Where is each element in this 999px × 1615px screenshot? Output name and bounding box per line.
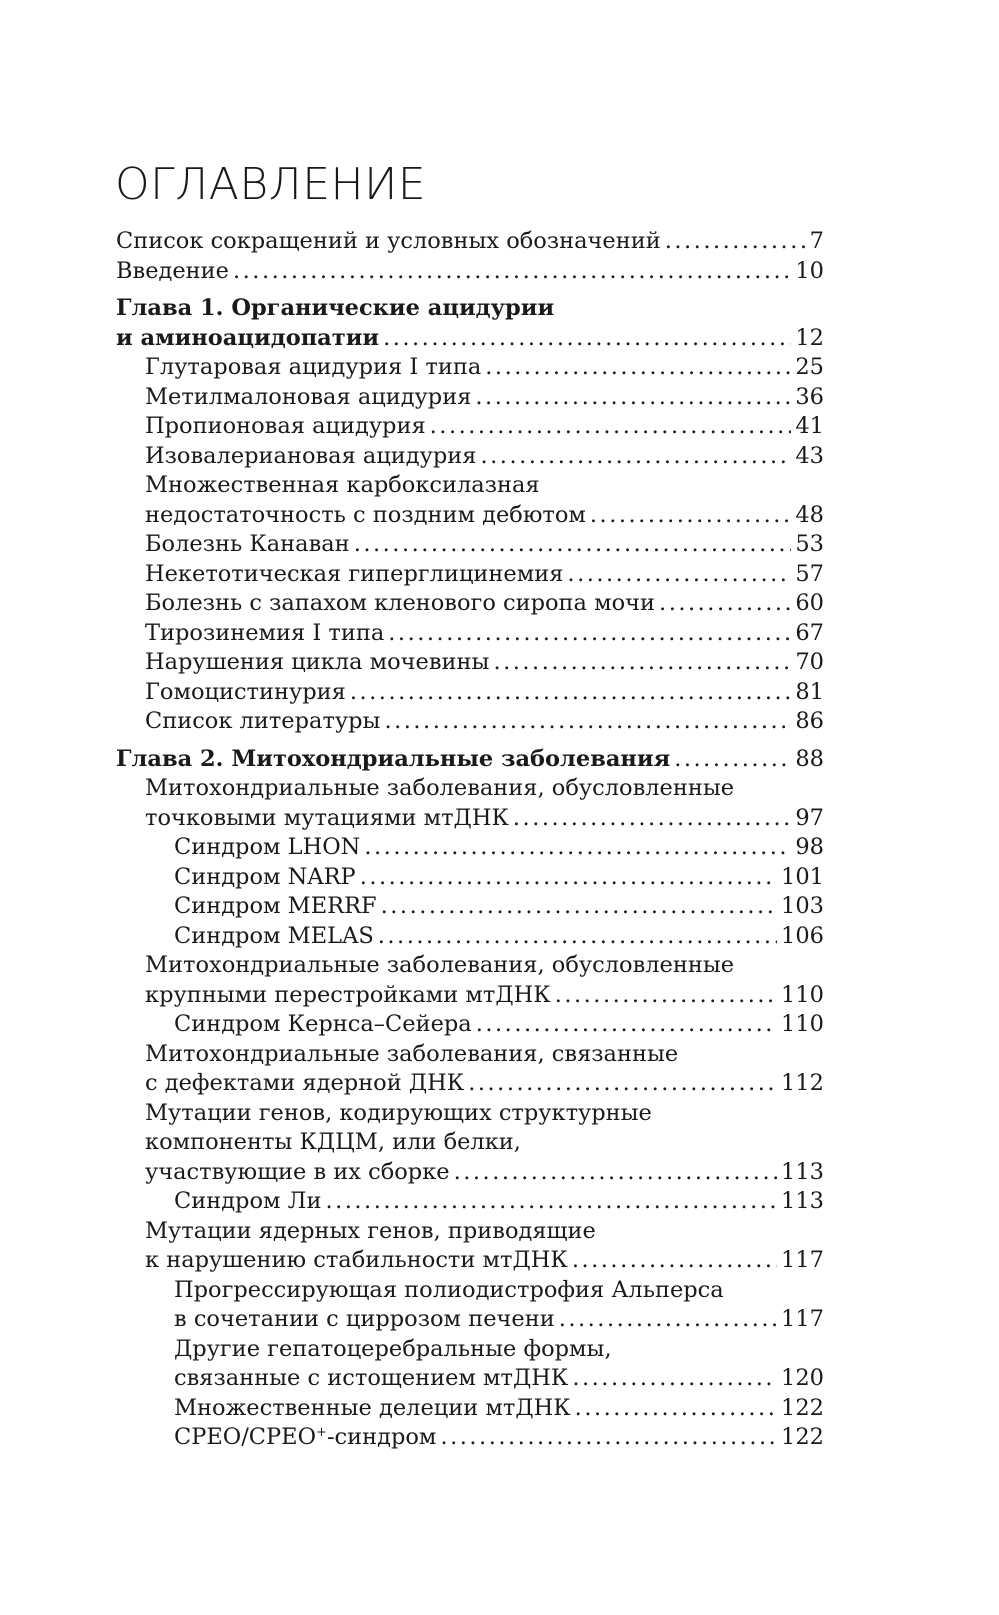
toc-entry-row [145,353,824,383]
toc-entry-title-text: Синдром Ли [174,1188,322,1214]
toc-entry-methylmalonic[interactable] [116,383,824,413]
dot-leader [383,324,791,354]
toc-entry-title [145,560,563,590]
toc-entry-line: Прогрессирующая полиодистрофия Альперса [174,1276,724,1303]
toc-entry-merrf[interactable] [116,892,824,922]
toc-entry-title [174,1010,472,1040]
superscript: + [316,1425,327,1440]
page-number: 43 [795,442,824,469]
toc-entry-row [174,1010,824,1040]
toc-entry-title-text: Синдром MERRF [174,893,377,919]
dot-leader [480,442,791,472]
page-number: 113 [781,1158,824,1185]
toc-entry-title-text: Множественные делеции мтДНК [174,1394,571,1421]
page-number: 86 [795,708,824,734]
toc-entry-title-text: участвующие в их сборке [145,1158,450,1185]
toc-entry-title [174,1305,555,1335]
dot-leader [485,353,791,383]
toc-entry-canavan[interactable] [116,530,824,560]
dot-leader [454,1158,777,1188]
toc-entry-title [145,530,350,560]
toc-entry-title [145,383,471,413]
dot-leader [384,707,791,737]
toc-entry-title-text: Нарушения цикла мочевины [145,649,490,675]
dot-leader [364,833,791,863]
page-number: 70 [795,649,824,675]
toc-entry-row [145,442,824,472]
page-number: 110 [781,981,824,1008]
toc-entry-title-text: и аминоацидопатии [116,324,380,351]
toc-entry-homocystinuria[interactable] [116,678,824,708]
page-number: 10 [795,257,824,284]
toc-entry-propionic[interactable] [116,412,824,442]
dot-leader [475,383,791,413]
page-number: 117 [781,1247,824,1273]
toc-entry-nuclear-dna[interactable] [116,1040,824,1099]
toc-entry-title-text: Изовалериановая ацидурия [145,442,477,469]
toc-entry-row [145,383,824,413]
toc-entry-row [145,619,824,649]
toc-entry-line: Мутации ядерных генов, приводящие [145,1217,596,1244]
toc-entry-row [174,892,824,922]
toc-entry-title-text: точковыми мутациями мтДНК [145,804,509,831]
dot-leader [350,678,792,708]
toc-entry-large-rearr[interactable] [116,951,824,1010]
toc-entry-hepatocerebral[interactable] [116,1335,824,1394]
toc-entry-title-text: Гомоцистинурия [145,678,346,705]
toc-entry-row [174,1305,824,1335]
toc-entry-title-text: Синдром MELAS [174,922,374,949]
page-number: 106 [781,922,824,949]
page-number: 97 [795,804,824,831]
toc-entry-title-text: к нарушению стабильности мтДНК [145,1247,568,1273]
toc-entry-title [145,1158,450,1188]
dot-leader [325,1187,777,1217]
toc-entry-title [116,324,379,354]
toc-entry-row [174,863,824,893]
toc-entry-title [116,745,670,775]
toc-entry-row [174,922,824,952]
toc-entry-title [174,1423,436,1453]
toc-entry-melas[interactable] [116,922,824,952]
toc-entry-ch1[interactable] [116,294,824,353]
toc-entry-row [145,560,824,590]
toc-entry-title [145,648,489,678]
dot-leader [590,501,791,531]
toc-entry-title-text: Метилмалоновая ацидурия [145,383,472,410]
dot-leader [493,648,791,678]
toc-entry-title-text: Введение [116,257,229,284]
toc-entry-kearns[interactable] [116,1010,824,1040]
toc-entry-line: компоненты КДЦМ, или белки, [145,1129,521,1155]
toc-entry-title [145,442,476,472]
toc-entry-row [116,257,824,287]
page-number: 117 [781,1306,824,1332]
toc-entry-title-suffix: -синдром [326,1424,437,1450]
toc-entry-alpers[interactable] [116,1276,824,1335]
toc-entry-title [174,833,360,863]
toc-entry-abbrev[interactable] [116,227,824,257]
page-number: 113 [781,1188,824,1214]
toc-entry-title-text: Тирозинемия I типа [145,619,385,646]
toc-entry-lhon[interactable] [116,833,824,863]
toc-entry-structural[interactable] [116,1099,824,1188]
toc-entry-glutaric[interactable] [116,353,824,383]
toc-entry-title-text: Список литературы [145,708,381,734]
page-number: 25 [795,354,824,380]
page-number: 88 [795,745,824,772]
toc-entry-intro[interactable] [116,257,824,287]
toc-entry-title [145,1069,464,1099]
toc-entry-row [116,324,824,354]
page-number: 53 [795,531,824,557]
toc-entry-refs1[interactable] [116,707,824,737]
toc-entry-line: Митохондриальные заболевания, обусловленные [145,952,735,978]
page-number: 98 [795,834,824,860]
toc-entry-urea-cycle[interactable] [116,648,824,678]
page-number: 48 [795,501,824,528]
toc-entry-row [145,589,824,619]
toc-entry-title [145,804,509,834]
toc-entry-row [174,1423,824,1453]
toc-entry-isovaleric[interactable] [116,442,824,472]
toc-entry-carboxylase[interactable] [116,471,824,530]
toc-entry-title [116,257,229,287]
dot-leader [659,589,791,619]
toc-entry-row [145,501,824,531]
toc-entry-title-text: в сочетании с циррозом печени [174,1306,555,1332]
toc-entry-title [116,227,661,257]
toc-entry-title-text: с дефектами ядерной ДНК [145,1070,465,1096]
toc-entry-title [174,922,374,952]
dot-leader [360,863,777,893]
dot-leader [575,1394,777,1424]
toc-entry-row [145,412,824,442]
toc-entry-msud[interactable] [116,589,824,619]
toc-entry-row [145,707,824,737]
table-of-contents [116,227,824,1453]
page-number: 67 [795,619,824,646]
toc-entry-row [145,981,824,1011]
toc-entry-title-text: Синдром NARP [174,863,356,890]
page-number: 122 [781,1394,824,1421]
toc-entry-row [174,1187,824,1217]
page-number: 110 [781,1011,824,1037]
toc-entry-row [145,530,824,560]
dot-leader [513,804,791,834]
toc-entry-title [145,1246,568,1276]
toc-entry-point-mut[interactable] [116,774,824,833]
toc-entry-title-text: Глутаровая ацидурия I типа [145,354,482,380]
page-number: 12 [795,324,824,351]
toc-entry-title [145,619,384,649]
toc-entry-line: Глава 1. Органические ацидурии [116,295,555,321]
dot-leader [555,981,777,1011]
dot-leader [674,745,791,775]
toc-entry-title [145,501,586,531]
toc-entry-nonketotic[interactable] [116,560,824,590]
toc-entry-stability[interactable] [116,1217,824,1276]
toc-entry-row [145,648,824,678]
toc-entry-row [174,1394,824,1424]
toc-entry-title-text: Синдром Кернса–Сейера [174,1011,472,1037]
page-title: ОГЛАВЛЕНИЕ [115,159,427,210]
toc-entry-title [174,1187,321,1217]
dot-leader [559,1305,777,1335]
toc-entry-row [145,678,824,708]
toc-entry-title-text: Пропионовая ацидурия [145,413,426,439]
toc-entry-line: Множественная карбоксилазная [145,472,540,498]
toc-entry-title-text: Болезнь Канаван [145,531,350,557]
page-number: 60 [795,590,824,616]
toc-entry-title-text: Синдром LHON [174,834,361,860]
toc-entry-row [145,1069,824,1099]
toc-entry-title [145,981,551,1011]
toc-entry-title [174,1394,571,1424]
page-number: 122 [781,1424,824,1450]
toc-entry-title [145,353,481,383]
dot-leader [468,1069,777,1099]
toc-entry-line: Мутации генов, кодирующих структурные [145,1099,652,1126]
toc-entry-title-text: связанные с истощением мтДНК [174,1365,569,1391]
toc-entry-row [116,227,824,257]
toc-entry-title-text: Болезнь с запахом кленового сиропа мочи [145,590,656,616]
toc-entry-line: Митохондриальные заболевания, связанные [145,1040,679,1067]
toc-entry-title [145,589,655,619]
toc-entry-cpeo[interactable] [116,1423,824,1453]
dot-leader [354,530,792,560]
toc-entry-line: Другие гепатоцеребральные формы, [174,1335,612,1362]
dot-leader [665,227,806,257]
page-number: 112 [781,1070,824,1096]
page-number: 41 [795,413,824,439]
toc-entry-title [145,678,346,708]
toc-entry-title [145,707,380,737]
dot-leader [233,257,791,287]
toc-entry-title-text: Список сокращений и условных обозначений [116,228,661,254]
toc-entry-narp[interactable] [116,863,824,893]
dot-leader [388,619,791,649]
toc-entry-tyrosinemia[interactable] [116,619,824,649]
toc-entry-row [116,745,824,775]
toc-entry-title [174,1364,568,1394]
toc-entry-row [174,833,824,863]
dot-leader [567,560,791,590]
toc-entry-title-text: крупными перестройками мтДНК [145,981,551,1008]
toc-entry-leigh[interactable] [116,1187,824,1217]
toc-entry-ch2[interactable] [116,745,824,775]
toc-entry-row [174,1364,824,1394]
toc-entry-row [145,1158,824,1188]
toc-entry-title [174,892,377,922]
toc-entry-title [174,863,356,893]
page-number: 120 [781,1365,824,1391]
toc-entry-title-text: Глава 2. Митохондриальные заболевания [116,745,671,772]
page-number: 57 [795,560,824,587]
toc-entry-row [145,1246,824,1276]
page-number: 103 [781,893,824,919]
page-number: 81 [795,678,824,705]
toc-entry-title [145,412,426,442]
dot-leader [430,412,792,442]
dot-leader [572,1246,777,1276]
dot-leader [378,922,777,952]
dot-leader [572,1364,777,1394]
toc-entry-title-text: СРЕО/СРЕО [174,1424,317,1450]
dot-leader [381,892,777,922]
toc-entry-multiple-del[interactable] [116,1394,824,1424]
page-number: 101 [781,863,824,890]
dot-leader [440,1423,777,1453]
toc-entry-line: Митохондриальные заболевания, обусловленные [145,775,735,801]
page-number: 7 [809,228,824,254]
toc-entry-title-text: Некетотическая гиперглицинемия [145,560,564,587]
toc-entry-row [145,804,824,834]
dot-leader [476,1010,777,1040]
page-number: 36 [795,383,824,410]
toc-entry-title-text: недостаточность с поздним дебютом [145,501,586,528]
